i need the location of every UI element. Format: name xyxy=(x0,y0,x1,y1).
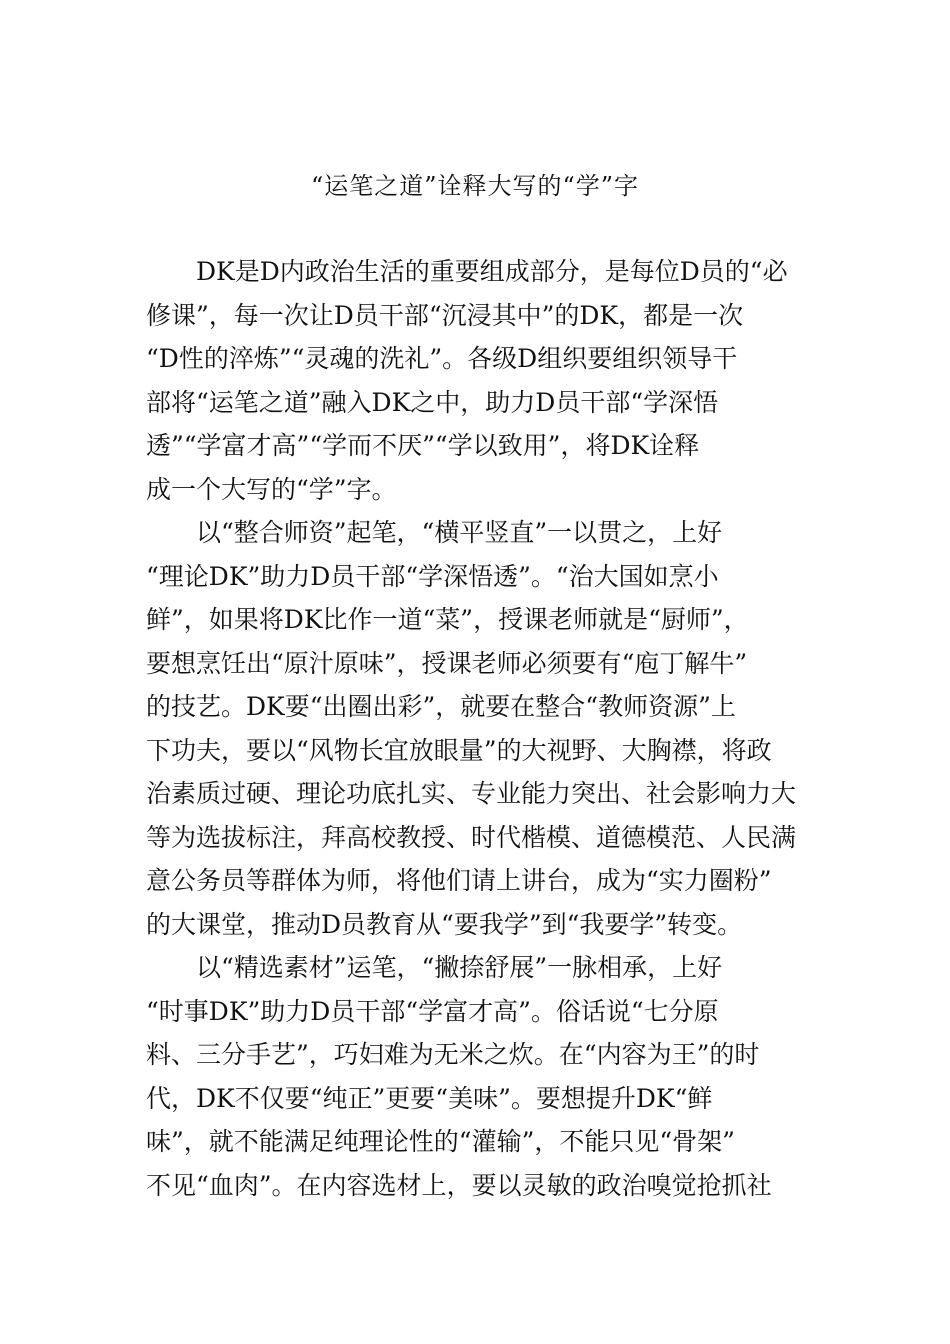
text-line: 的大课堂，推动D员教育从“要我学”到“我要学”转变。 xyxy=(146,909,743,939)
text-line: 代，DK不仅要“纯正”更要“美味”。要想提升DK“鲜 xyxy=(146,1083,713,1113)
text-line: 修课”，每一次让D员干部“沉浸其中”的DK，都是一次 xyxy=(146,300,744,330)
text-line: 透”“学富才高”“学而不厌”“学以致用”，将DK诠释 xyxy=(146,431,700,460)
paragraph-1 xyxy=(146,250,810,511)
document-title: “运笔之道”诠释大写的“学”字 xyxy=(310,172,640,200)
text-line: 料、三分手艺”，巧妇难为无米之炊。在“内容为王”的时 xyxy=(146,1040,760,1069)
text-line: 不见“血肉”。在内容选材上，要以灵敏的政治嗅觉抢抓社 xyxy=(146,1170,772,1200)
text-line: “D性的淬炼”“灵魂的洗礼”。各级D组织要组织领导干 xyxy=(146,344,738,373)
text-line: 的技艺。DK要“出圈出彩”，就要在整合“教师资源”上 xyxy=(146,692,736,721)
text-line: 要想烹饪出“原汁原味”，授课老师必须要有“庖丁解牛” xyxy=(146,648,748,678)
text-line: 下功夫，要以“风物长宜放眼量”的大视野、大胸襟，将政 xyxy=(146,735,772,765)
text-line: 治素质过硬、理论功底扎实、专业能力突出、社会影响力大 xyxy=(146,779,797,808)
text-line: 味”，就不能满足纯理论性的“灌输”，不能只见“骨架” xyxy=(146,1127,735,1156)
text-line: 等为选拔标注，拜高校教授、时代楷模、道德模范、人民满 xyxy=(146,822,797,852)
text-line: 以“整合师资”起笔，“横平竖直”一以贯之，上好 xyxy=(196,518,723,547)
text-line: 以“精选素材”运笔，“撇捺舒展”一脉相承，上好 xyxy=(196,953,723,982)
paragraph-3 xyxy=(146,946,810,1207)
paragraph-2 xyxy=(146,511,810,946)
text-line: 成一个大写的“学”字。 xyxy=(146,474,397,504)
document-body xyxy=(146,250,810,1207)
text-line: 鲜”，如果将DK比作一道“菜”，授课老师就是“厨师”， xyxy=(146,605,749,634)
text-line: DK是D内政治生活的重要组成部分，是每位D员的“必 xyxy=(196,257,788,286)
text-line: 部将“运笔之道”融入DK之中，助力D员干部“学深悟 xyxy=(146,387,719,417)
text-line: “理论DK”助力D员干部“学深悟透”。“治大国如烹小 xyxy=(146,561,719,591)
text-line: 意公务员等群体为师，将他们请上讲台，成为“实力圈粉” xyxy=(146,866,772,895)
text-line: “时事DK”助力D员干部“学富才高”。俗话说“七分原 xyxy=(146,996,719,1026)
